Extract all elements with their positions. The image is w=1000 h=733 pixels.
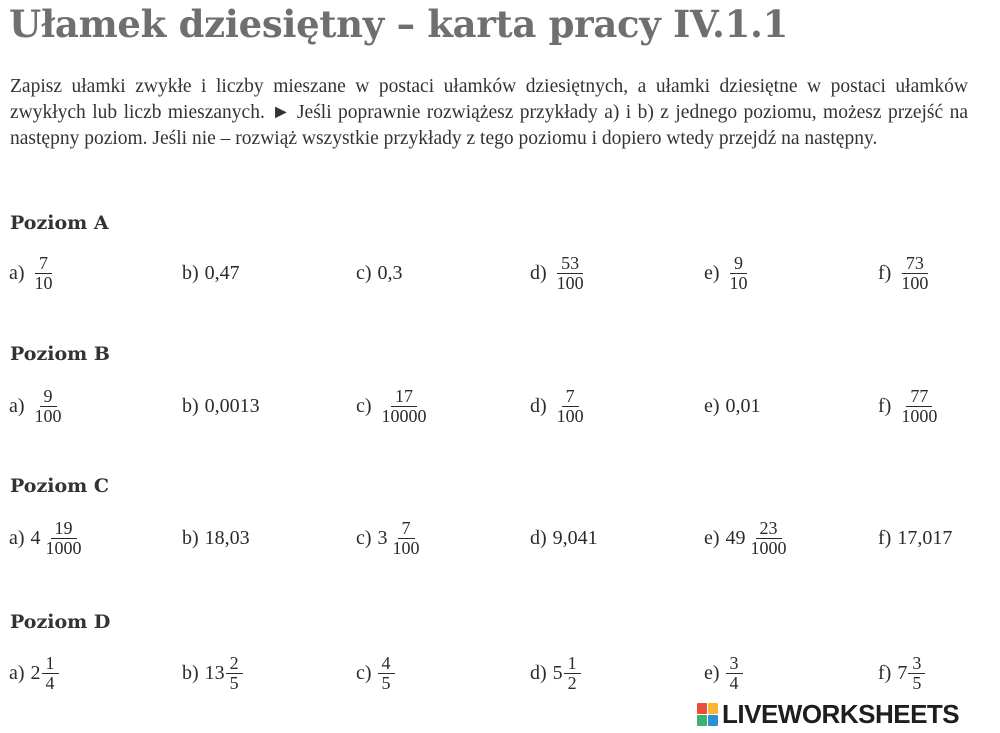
denominator: 5 [912,672,922,693]
exercise-label: c) [356,661,372,684]
numerator: 77 [906,387,932,407]
denominator: 4 [45,672,55,693]
fraction [553,254,588,293]
logo-square-4 [708,715,718,726]
decimal-value: 18,03 [204,526,250,549]
numerator: 2 [226,654,243,674]
exercise-label: a) [9,394,25,417]
numerator: 9 [40,387,57,407]
exercise-item [9,648,59,698]
instructions-paragraph: Zapisz ułamki zwykłe i liczby mieszane w postaci ułamków dziesiętnych, a ułamki dziesiętne w postaci ułamków zwykłych lub liczb mieszanych. ► Jeśli poprawnie rozwiążesz przykłady a) i b) z jednego poziomu, możesz przejść na następny poziom. Jeśli nie – rozwiąż wszystkie przykłady z tego poziomu i dopiero wtedy przejdź na następny. [10,76,968,149]
denominator: 5 [381,672,391,693]
exercise-item [182,381,260,431]
exercise-label: e) [704,394,720,417]
exercise-item [704,248,752,298]
exercise-row [0,248,1000,298]
denominator: 2 [567,672,577,693]
logo-square-2 [708,703,718,714]
fraction [42,519,86,558]
exercise-label: e) [704,526,720,549]
numerator: 7 [35,254,52,274]
exercise-label: e) [704,261,720,284]
decimal-value: 0,0013 [204,394,260,417]
liveworksheets-logo [697,699,959,729]
denominator: 1000 [750,537,787,558]
exercise-item [704,648,743,698]
exercise-item [9,248,57,298]
numerator: 23 [756,519,782,539]
exercise-item [878,248,932,298]
fraction [897,387,941,426]
fraction [226,654,243,693]
whole-part: 49 [725,526,746,549]
whole-part: 5 [552,661,563,684]
numerator: 73 [902,254,928,274]
numerator: 3 [908,654,925,674]
exercise-label: d) [530,394,547,417]
exercise-label: a) [9,261,25,284]
numerator: 7 [398,519,415,539]
numerator: 1 [42,654,59,674]
exercise-item [530,513,598,563]
exercise-row [0,648,1000,698]
fraction [378,654,395,693]
exercise-label: f) [878,261,892,284]
exercise-item [530,648,581,698]
numerator: 17 [391,387,417,407]
exercise-item [182,248,240,298]
exercise-item [878,381,941,431]
whole-part: 2 [30,661,41,684]
denominator: 10000 [381,405,427,426]
numerator: 9 [730,254,747,274]
exercise-item [356,513,424,563]
numerator: 19 [51,519,77,539]
fraction [726,654,743,693]
fraction [564,654,581,693]
decimal-value: 0,01 [725,394,761,417]
exercise-label: f) [878,394,892,417]
fraction [42,654,59,693]
exercise-label: b) [182,661,199,684]
whole-part: 7 [897,661,908,684]
decimal-value: 0,3 [377,261,403,284]
exercise-label: f) [878,526,892,549]
logo-square-3 [697,715,707,726]
denominator: 100 [392,537,420,558]
exercise-label: b) [182,526,199,549]
exercise-row [0,381,1000,431]
logo-square-1 [697,703,707,714]
exercise-label: d) [530,526,547,549]
exercise-item [878,648,925,698]
denominator: 10 [729,272,748,293]
exercise-row [0,513,1000,563]
whole-part: 4 [30,526,41,549]
exercise-item [704,381,761,431]
level-heading: Poziom A [10,212,109,234]
whole-part: 3 [377,526,388,549]
numerator: 53 [557,254,583,274]
exercise-item [878,513,952,563]
decimal-value: 0,47 [204,261,240,284]
denominator: 5 [229,672,239,693]
exercise-label: b) [182,394,199,417]
exercise-label: c) [356,526,372,549]
exercise-item [530,381,588,431]
fraction [31,387,66,426]
fraction [553,387,588,426]
numerator: 4 [378,654,395,674]
exercise-item [530,248,588,298]
liveworksheets-logo-icon [697,703,718,726]
exercise-label: b) [182,261,199,284]
denominator: 100 [34,405,62,426]
denominator: 100 [556,272,584,293]
exercise-label: c) [356,394,372,417]
decimal-value: 9,041 [552,526,598,549]
level-heading: Poziom D [10,611,111,633]
exercise-label: d) [530,261,547,284]
page-title: Ułamek dziesiętny – karta pracy IV.1.1 [9,2,789,46]
decimal-value: 17,017 [897,526,953,549]
exercise-item [704,513,791,563]
denominator: 100 [901,272,929,293]
exercise-item [356,648,395,698]
fraction [389,519,424,558]
numerator: 3 [726,654,743,674]
fraction [908,654,925,693]
denominator: 100 [556,405,584,426]
denominator: 4 [729,672,739,693]
exercise-item [356,248,403,298]
exercise-item [356,381,431,431]
whole-part: 13 [204,661,225,684]
level-heading: Poziom B [10,343,110,365]
fraction [378,387,431,426]
exercise-item [182,648,243,698]
fraction [897,254,932,293]
fraction [726,254,752,293]
level-heading: Poziom C [10,475,109,497]
exercise-label: d) [530,661,547,684]
exercise-item [182,513,250,563]
denominator: 1000 [901,405,938,426]
fraction [31,254,57,293]
exercise-item [9,381,66,431]
denominator: 1000 [45,537,82,558]
liveworksheets-logo-text: LIVEWORKSHEETS [722,698,960,729]
exercise-label: f) [878,661,892,684]
exercise-item [9,513,86,563]
fraction [747,519,791,558]
numerator: 7 [562,387,579,407]
exercise-label: c) [356,261,372,284]
exercise-label: e) [704,661,720,684]
denominator: 10 [34,272,53,293]
exercise-label: a) [9,661,25,684]
numerator: 1 [564,654,581,674]
exercise-label: a) [9,526,25,549]
